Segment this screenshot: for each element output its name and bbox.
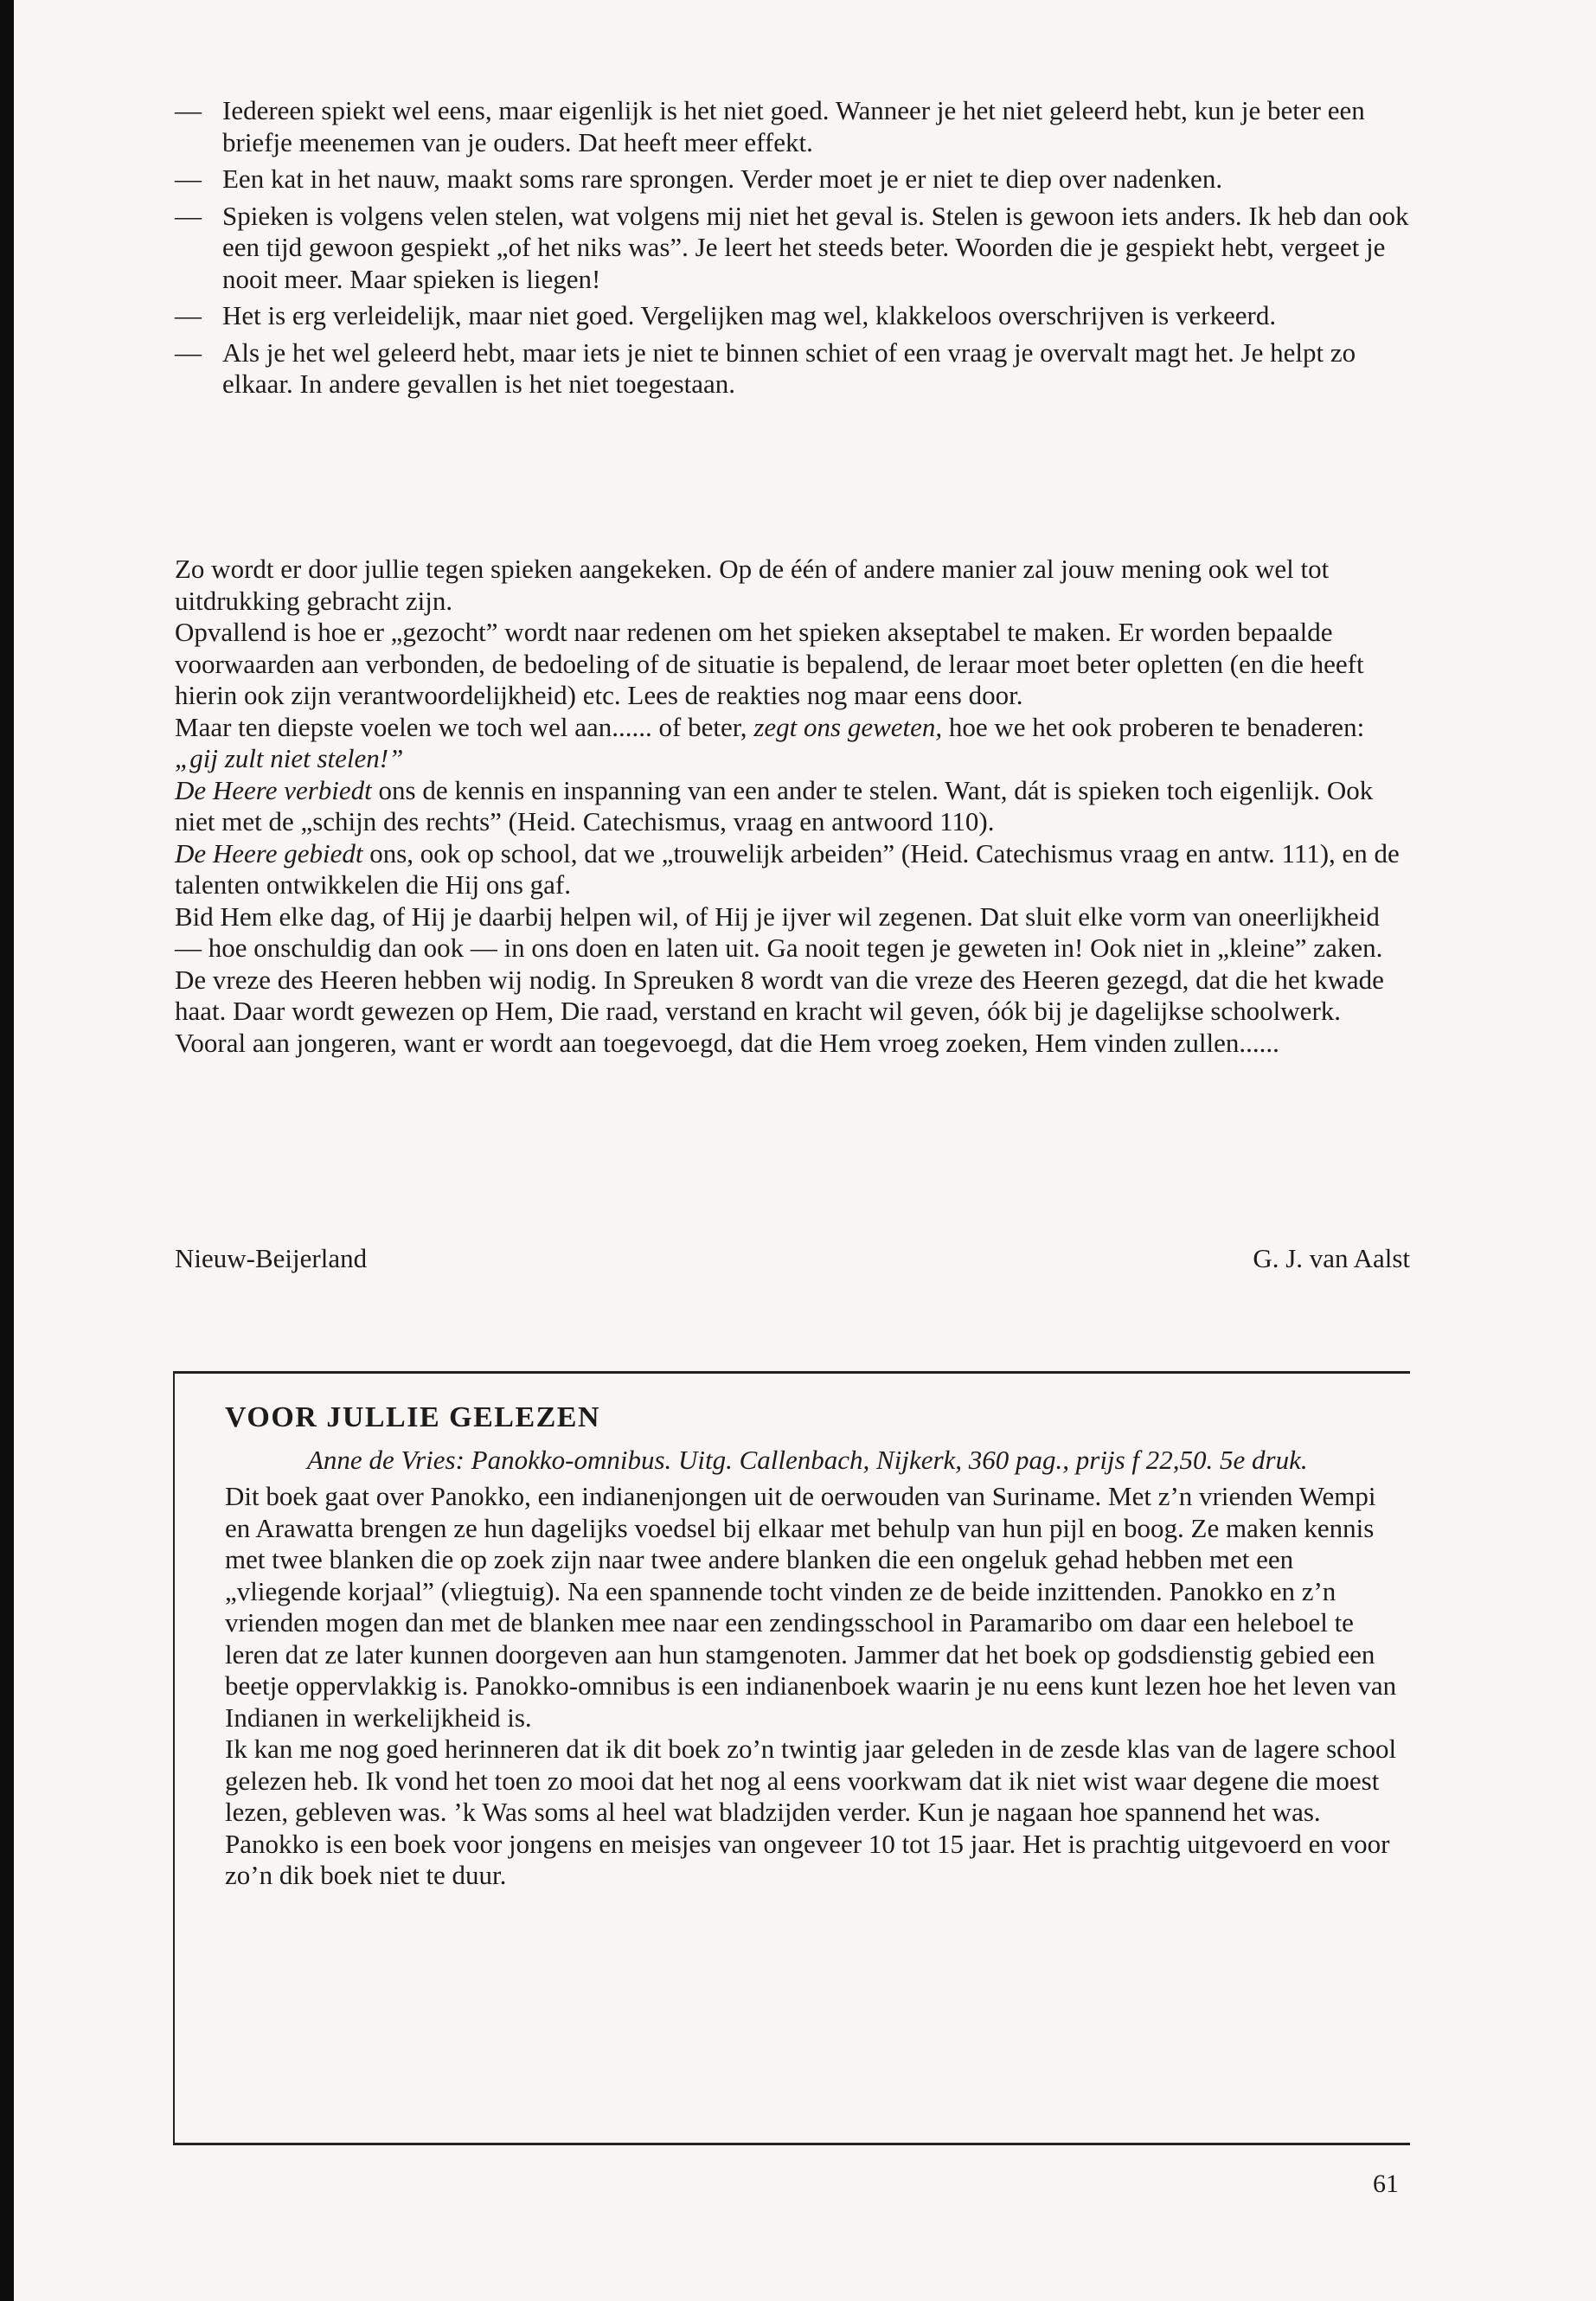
book-review-content <box>225 1402 1397 1892</box>
response-item <box>175 163 1412 195</box>
review-body <box>225 1481 1397 1892</box>
book-review-box <box>173 1371 1410 2145</box>
response-text: Als je het wel geleerd hebt, maar iets je niet te binnen schiet of een vraag je overvalt magt het. Je helpt zo elkaar. In andere gevallen is het niet toegestaan. <box>222 336 1356 399</box>
book-info: Anne de Vries: Panokko-omnibus. Uitg. Callenbach, Nijkerk, 360 pag., prijs f 22,50. 5e druk. <box>307 1444 1308 1475</box>
paragraph: De Heere verbiedt ons de kennis en inspanning van een ander te stelen. Want, dát is spieken toch eigenlijk. Ook niet met de „schijn des rechts” (Heid. Catechismus, vraag en antwoord 110). <box>175 774 1374 836</box>
page-number: 61 <box>1373 2170 1399 2198</box>
response-text: Het is erg verleidelijk, maar niet goed. Vergelijken mag wel, klakkeloos overschrijven is verkeerd. <box>222 300 1277 330</box>
paragraph: Panokko is een boek voor jongens en meisjes van ongeveer 10 tot 15 jaar. Het is prachtig uitgevoerd en voor zo’n dik boek niet te duur. <box>225 1828 1390 1890</box>
article-body <box>175 554 1412 1059</box>
paragraph: De Heere gebiedt ons, ook op school, dat we „trouwelijk arbeiden” (Heid. Catechismus vraag en antw. 111), en de talenten ontwikkelen die Hij ons gaf. <box>175 837 1400 900</box>
response-text: Spieken is volgens velen stelen, wat volgens mij niet het geval is. Stelen is gewoon iets anders. Ik heb dan ook een tijd gewoon gespiekt „of het niks was”. Je leert het steeds beter. Woorden die je gespiekt hebt, vergeet je nooit meer. Maar spieken is liegen! <box>222 200 1409 294</box>
paragraph: Ik kan me nog goed herinneren dat ik dit boek zo’n twintig jaar geleden in de zesde klas van de lagere school gelezen heb. Ik vond het toen zo mooi dat het nog al eens voorkwam dat ik niet wist waar degene die moest lezen, gebleven was. ’k Was soms al heel wat bladzijden verder. Kun je nagaan hoe spannend het was. <box>225 1734 1397 1827</box>
dash-marker: — <box>175 336 202 368</box>
dash-marker: — <box>175 300 202 330</box>
paragraph: Dit boek gaat over Panokko, een indianenjongen uit de oerwouden van Suriname. Met z’n vrienden Wempi en Arawatta brengen ze hun dagelijks voedsel bij elkaar met behulp van hun pijl en boog. Ze maken kennis met twee blanken die op zoek zijn naar twee andere blanken die een ongeluk gehad hebben met een „vliegende korjaal” (vliegtuig). Na een spannende tocht vinden ze de beide inzittenden. Panokko en z’n vrienden mogen dan met de blanken mee naar een zendingsschool in Paramaribo om daar een heleboel te leren dat ze later kunnen doorgeven aan hun stamgenoten. Jammer dat het boek op godsdienstig gebied een beetje oppervlakkig is. Panokko-omnibus is een indianenboek waarin je nu eens kunt lezen hoe het leven van Indianen in werkelijkheid is. <box>225 1481 1397 1733</box>
review-heading: VOOR JULLIE GELEZEN <box>225 1401 601 1433</box>
paragraph: De vreze des Heeren hebben wij nodig. In Spreuken 8 wordt van die vreze des Heeren gezegd, dat die het kwade haat. Daar wordt gewezen op Hem, Die raad, verstand en kracht wil geven, óók bij je dagelijkse schoolwerk. Vooral aan jongeren, want er wordt aan toegevoegd, dat die Hem vroeg zoeken, Hem vinden zullen...... <box>175 964 1384 1058</box>
response-text: Iedereen spiekt wel eens, maar eigenlijk is het niet goed. Wanneer je het niet geleerd hebt, kun je beter een briefje meenemen van je ouders. Dat heeft meer effekt. <box>222 95 1365 157</box>
dash-marker: — <box>175 95 202 125</box>
paragraph: Opvallend is hoe er „gezocht” wordt naar redenen om het spieken akseptabel te maken. Er worden bepaalde voorwaarden aan verbonden, de bedoeling of de situatie is bepalend, de leraar moet beter opletten (en die heeft hierin ook zijn verantwoordelijkheid) etc. Lees de reakties nog maar eens door. <box>175 617 1364 710</box>
paragraph: Maar ten diepste voelen we toch wel aan...... of beter, zegt ons geweten, hoe we het ook proberen te benaderen: „gij zult niet stelen!” <box>175 711 1365 773</box>
dash-marker: — <box>175 200 202 231</box>
response-item <box>175 201 1412 296</box>
student-responses <box>175 95 1412 406</box>
response-item <box>175 300 1412 332</box>
response-item <box>175 95 1412 158</box>
paragraph: Zo wordt er door jullie tegen spieken aangekeken. Op de één of andere manier zal jouw mening ook wel tot uitdrukking gebracht zijn. <box>175 554 1330 616</box>
page-binding-edge <box>0 0 14 2301</box>
signature-place: Nieuw-Beijerland <box>175 1243 368 1273</box>
dash-marker: — <box>175 163 202 194</box>
response-text: Een kat in het nauw, maakt soms rare sprongen. Verder moet je er niet te diep over nadenken. <box>222 163 1223 194</box>
signature-author: G. J. van Aalst <box>1253 1243 1410 1273</box>
paragraph: Bid Hem elke dag, of Hij je daarbij helpen wil, of Hij je ijver wil zegenen. Dat sluit elke vorm van oneerlijkheid — hoe onschuldig dan ook — in ons doen en laten uit. Ga nooit tegen je geweten in! Ook niet in „kleine” zaken. <box>175 901 1383 963</box>
response-item <box>175 337 1412 401</box>
